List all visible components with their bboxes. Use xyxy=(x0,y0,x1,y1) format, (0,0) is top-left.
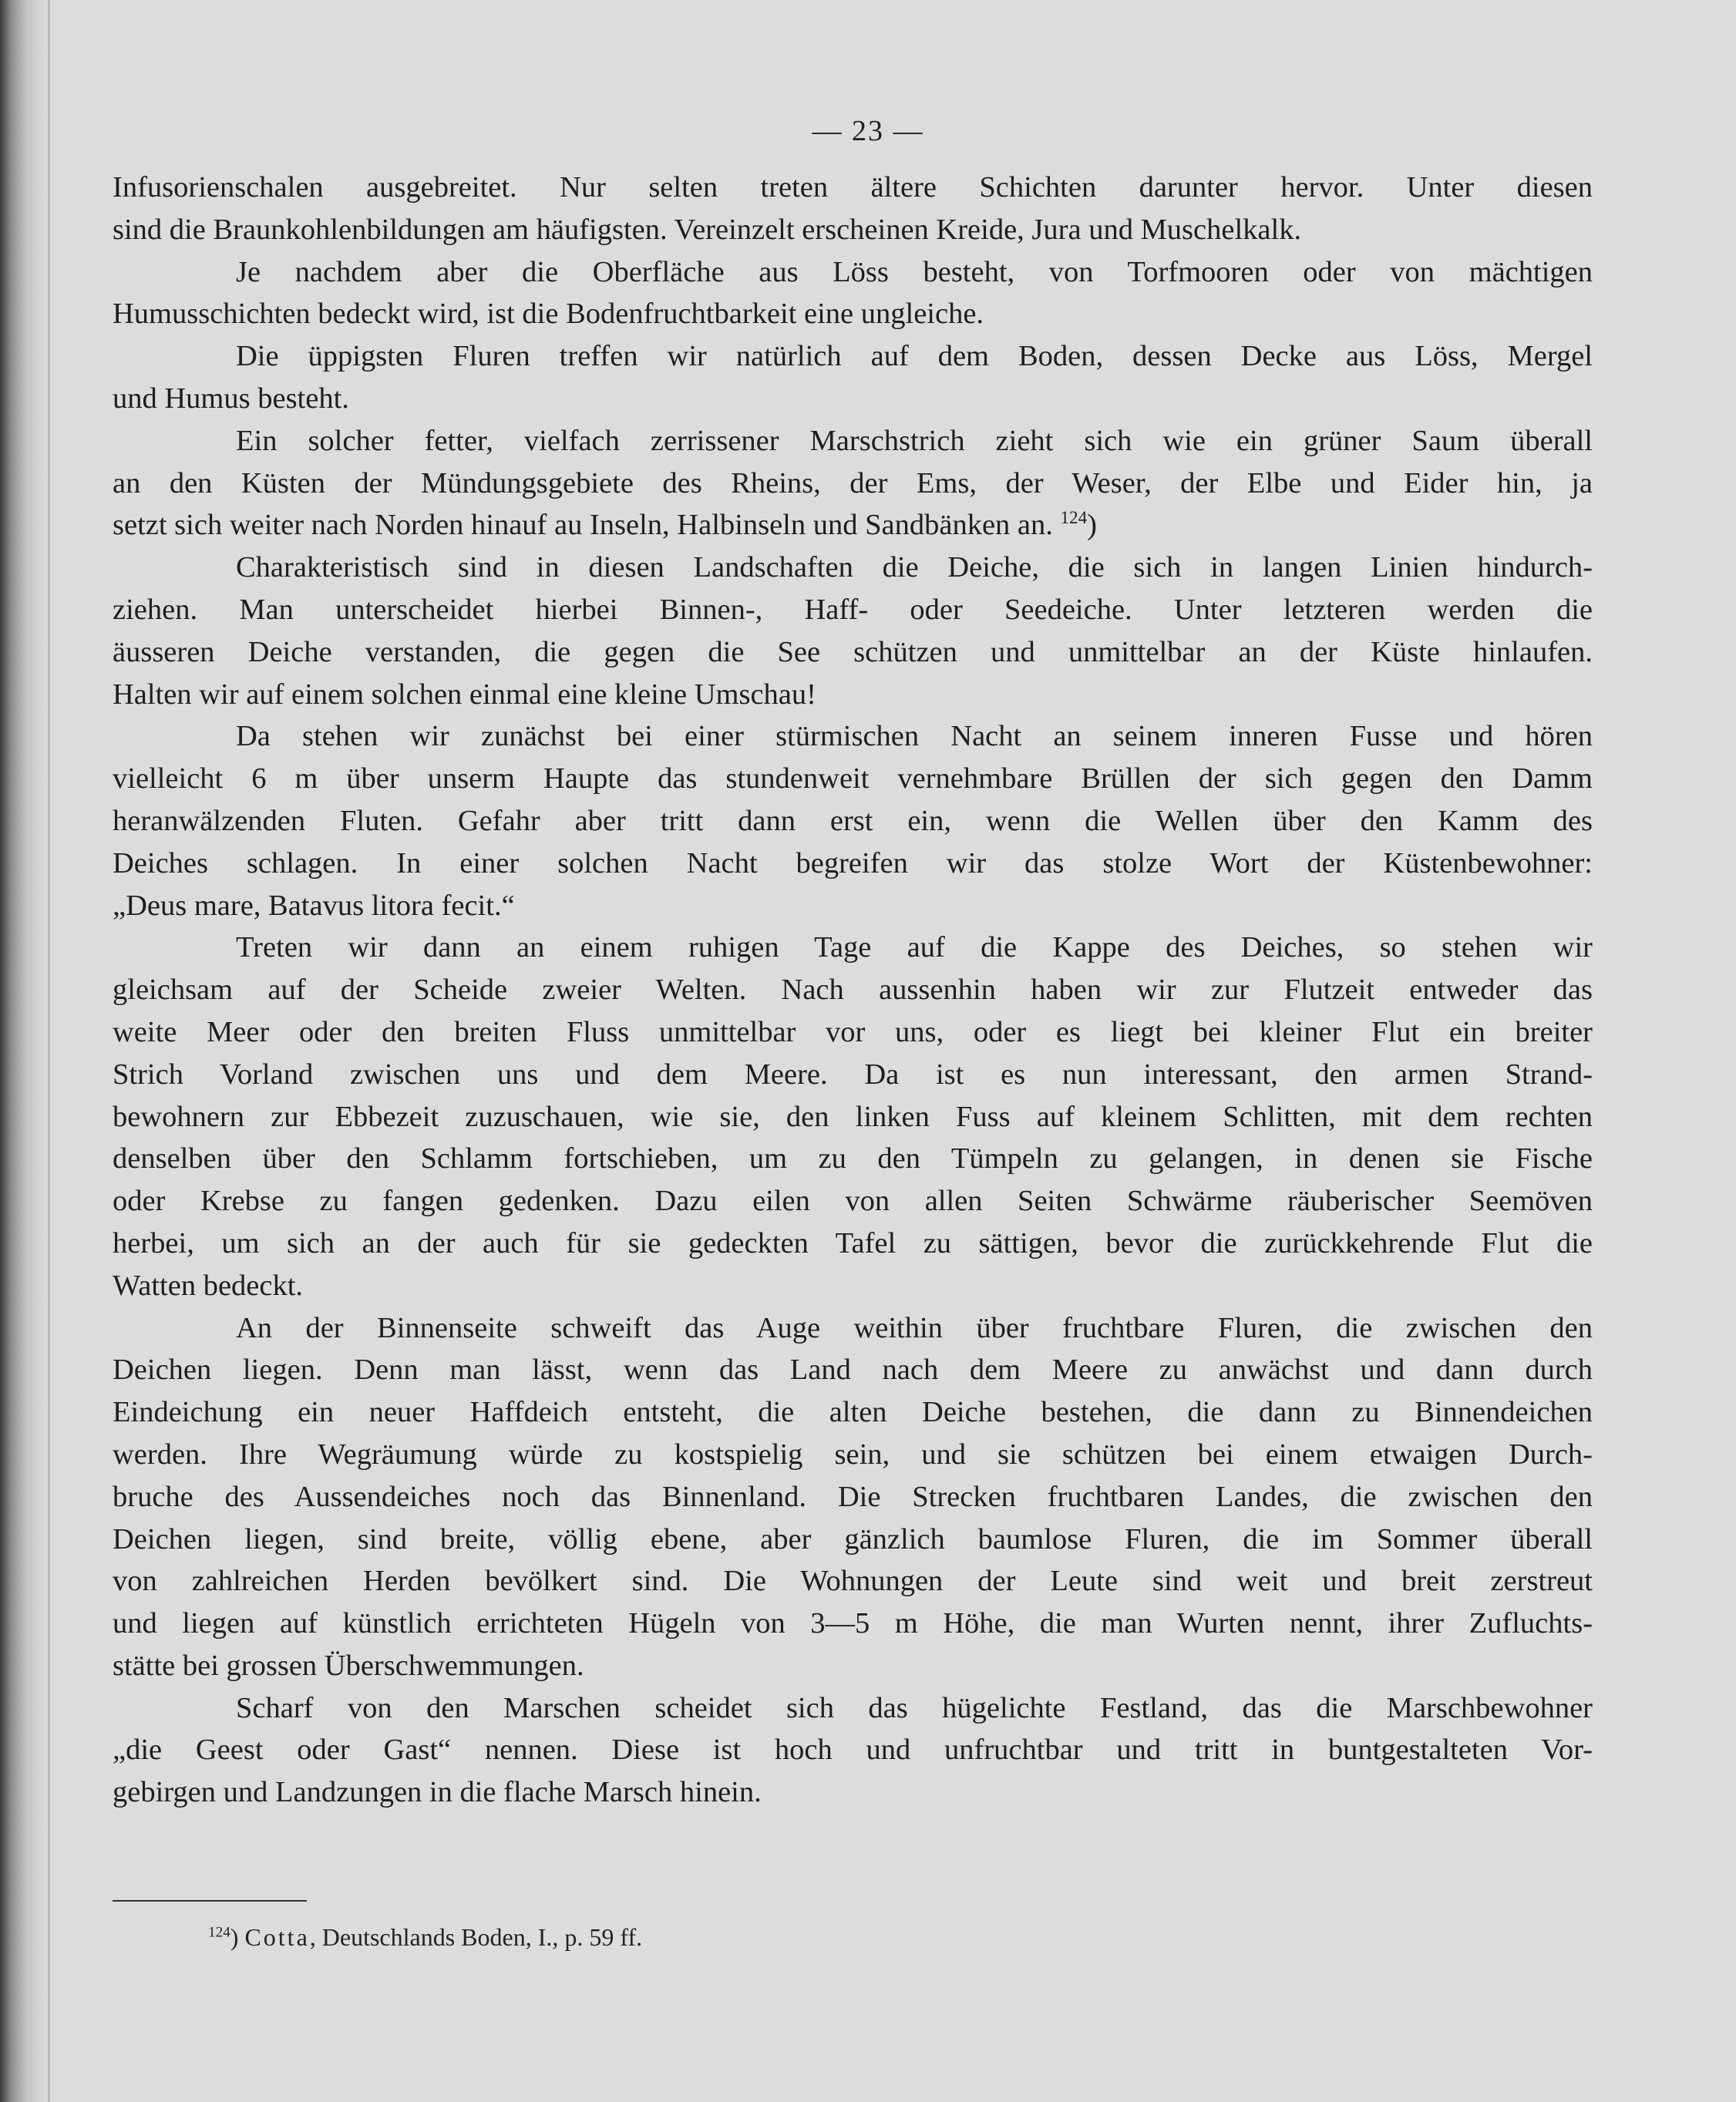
text-line xyxy=(113,1180,1593,1223)
text-line xyxy=(113,885,1593,927)
text-line-content: „die Geest oder Gast“ nennen. Diese ist hoch und unfruchtbar und tritt in buntgestalteten Vor- xyxy=(113,1734,1593,1767)
text-line xyxy=(113,1771,1593,1814)
text-line xyxy=(113,1560,1593,1603)
text-line xyxy=(113,504,1593,547)
text-line-content: gebirgen und Landzungen in die flache Marsch hinein. xyxy=(113,1776,762,1809)
text-line xyxy=(113,1096,1593,1138)
text-line-content: An der Binnenseite schweift das Auge weithin über fruchtbare Fluren, die zwischen den xyxy=(236,1311,1593,1344)
text-line-content: „Deus mare, Batavus litora fecit.“ xyxy=(113,889,515,922)
footnote-rule xyxy=(113,1900,307,1902)
body-text xyxy=(113,166,1593,1814)
page-number-header: — 23 — xyxy=(812,115,924,147)
text-line xyxy=(113,842,1593,885)
text-line-content: und Humus besteht. xyxy=(113,382,349,415)
text-line xyxy=(113,335,1593,378)
text-line xyxy=(113,1603,1593,1645)
text-line-content: bewohnern zur Ebbezeit zuzuschauen, wie sie, den linken Fuss auf kleinem Schlitten, mit dem rechten xyxy=(113,1100,1593,1133)
text-line xyxy=(113,589,1593,631)
text-line xyxy=(113,1729,1593,1771)
text-line xyxy=(113,800,1593,842)
text-line-content: vielleicht 6 m über unserm Haupte das stundenweit vernehmbare Brüllen der sich gegen den Damm xyxy=(113,762,1593,795)
text-line xyxy=(113,1223,1593,1265)
footnote-reference: 124 xyxy=(1060,507,1088,528)
text-line xyxy=(113,420,1593,462)
text-line-content: Charakteristisch sind in diesen Landschaften die Deiche, die sich in langen Linien hindurch- xyxy=(236,551,1593,584)
text-line xyxy=(113,1687,1593,1730)
footnote-mark: 124 xyxy=(208,1924,230,1941)
text-line-content: ziehen. Man unterscheidet hierbei Binnen-, Haff- oder Seedeiche. Unter letzteren werden die xyxy=(113,593,1593,626)
text-line xyxy=(113,1476,1593,1518)
text-line xyxy=(113,1054,1593,1096)
text-line-content: Strich Vorland zwischen uns und dem Meere. Da ist es nun interessant, den armen Strand- xyxy=(113,1058,1593,1091)
text-line xyxy=(113,758,1593,800)
text-line xyxy=(113,927,1593,969)
text-line-content: gleichsam auf der Scheide zweier Welten. Nach aussenhin haben wir zur Flutzeit entweder das xyxy=(113,974,1593,1007)
text-line-content: Infusorienschalen ausgebreitet. Nur selten treten ältere Schichten darunter hervor. Unter diesen xyxy=(113,171,1593,203)
text-line-content: heranwälzenden Fluten. Gefahr aber tritt dann erst ein, wenn die Wellen über den Kamm des xyxy=(113,804,1593,837)
text-line xyxy=(113,293,1593,335)
text-line xyxy=(113,674,1593,716)
text-line-content: herbei, um sich an der auch für sie gedeckten Tafel zu sättigen, bevor die zurückkehrende Flut die xyxy=(113,1226,1593,1260)
text-line-content: und liegen auf künstlich errichteten Hügeln von 3—5 m Höhe, die man Wurten nennt, ihrer Zufluchts- xyxy=(113,1607,1593,1640)
text-line xyxy=(113,631,1593,674)
text-line xyxy=(113,1645,1593,1687)
footnote-reference-paren: ) xyxy=(1087,509,1097,542)
text-line xyxy=(113,1265,1593,1307)
text-line xyxy=(113,251,1593,294)
text-line xyxy=(113,1518,1593,1561)
text-line-content: Watten bedeckt. xyxy=(113,1269,304,1302)
text-line-content: sind die Braunkohlenbildungen am häufigsten. Vereinzelt erscheinen Kreide, Jura und Muschelkalk. xyxy=(113,213,1302,246)
text-line xyxy=(113,715,1593,758)
text-line-content: weite Meer oder den breiten Fluss unmittelbar vor uns, oder es liegt bei kleiner Flut ein breiter xyxy=(113,1015,1593,1048)
text-line-content: äusseren Deiche verstanden, die gegen die See schützen und unmittelbar an der Küste hinlaufen. xyxy=(113,635,1593,668)
text-line-content: Humusschichten bedeckt wird, ist die Bodenfruchtbarkeit eine ungleiche. xyxy=(113,298,984,331)
text-line-content: Je nachdem aber die Oberfläche aus Löss besteht, von Torfmooren oder von mächtigen xyxy=(236,255,1593,288)
text-line xyxy=(113,1138,1593,1180)
footnote-author: Cotta xyxy=(244,1923,310,1951)
text-line xyxy=(113,1349,1593,1391)
text-line xyxy=(113,1011,1593,1054)
footnote-paren: ) xyxy=(230,1923,245,1951)
text-line-content: Die üppigsten Fluren treffen wir natürlich auf dem Boden, dessen Decke aus Löss, Mergel xyxy=(236,340,1593,373)
text-line-content: Halten wir auf einem solchen einmal eine kleine Umschau! xyxy=(113,678,816,711)
text-line-content: Scharf von den Marschen scheidet sich das hügelichte Festland, das die Marschbewohner xyxy=(236,1691,1593,1724)
text-line-content: stätte bei grossen Überschwemmungen. xyxy=(113,1649,584,1682)
text-line xyxy=(113,462,1593,505)
text-line xyxy=(113,166,1593,209)
text-line xyxy=(113,209,1593,251)
text-line-content: oder Krebse zu fangen gedenken. Dazu eilen von allen Seiten Schwärme räuberischer Seemöven xyxy=(113,1185,1593,1218)
text-line-content: Deichen liegen. Denn man lässt, wenn das Land nach dem Meere zu anwächst und dann durch xyxy=(113,1354,1593,1387)
text-line xyxy=(113,1307,1593,1350)
text-line-content: bruche des Aussendeiches noch das Binnenland. Die Strecken fruchtbaren Landes, die zwischen den xyxy=(113,1480,1593,1513)
text-line-content: werden. Ihre Wegräumung würde zu kostspielig sein, und sie schützen bei einem etwaigen Durch- xyxy=(113,1438,1593,1471)
text-line-content: an den Küsten der Mündungsgebiete des Rheins, der Ems, der Weser, der Elbe und Eider hin, ja xyxy=(113,466,1593,499)
text-line-content: Eindeichung ein neuer Haffdeich entsteht, die alten Deiche bestehen, die dann zu Binnendeichen xyxy=(113,1396,1593,1429)
text-line-content: Ein solcher fetter, vielfach zerrissener Marschstrich zieht sich wie ein grüner Saum überall xyxy=(236,424,1593,457)
text-line-content: Deichen liegen, sind breite, völlig ebene, aber gänzlich baumlose Fluren, die im Sommer überall xyxy=(113,1522,1593,1555)
binding-edge xyxy=(48,0,50,2102)
text-line-content: denselben über den Schlamm fortschieben, um zu den Tümpeln zu gelangen, in denen sie Fische xyxy=(113,1142,1593,1175)
text-line xyxy=(113,547,1593,589)
text-line-content: setzt sich weiter nach Norden hinauf au Inseln, Halbinseln und Sandbänken an. xyxy=(113,509,1053,542)
text-line-content: von zahlreichen Herden bevölkert sind. Die Wohnungen der Leute sind weit und breit zerstreut xyxy=(113,1565,1593,1598)
text-line-content: Deiches schlagen. In einer solchen Nacht begreifen wir das stolze Wort der Küstenbewohner: xyxy=(113,846,1593,879)
binding-shadow xyxy=(0,0,46,2102)
text-line-content: Da stehen wir zunächst bei einer stürmischen Nacht an seinem inneren Fusse und hören xyxy=(236,720,1593,753)
text-line xyxy=(113,969,1593,1011)
footnote xyxy=(208,1923,642,1952)
text-line xyxy=(113,378,1593,420)
text-line-content: Treten wir dann an einem ruhigen Tage auf die Kappe des Deiches, so stehen wir xyxy=(236,931,1593,964)
text-line xyxy=(113,1434,1593,1476)
text-line xyxy=(113,1391,1593,1434)
footnote-citation: , Deutschlands Boden, I., p. 59 ff. xyxy=(309,1923,643,1951)
